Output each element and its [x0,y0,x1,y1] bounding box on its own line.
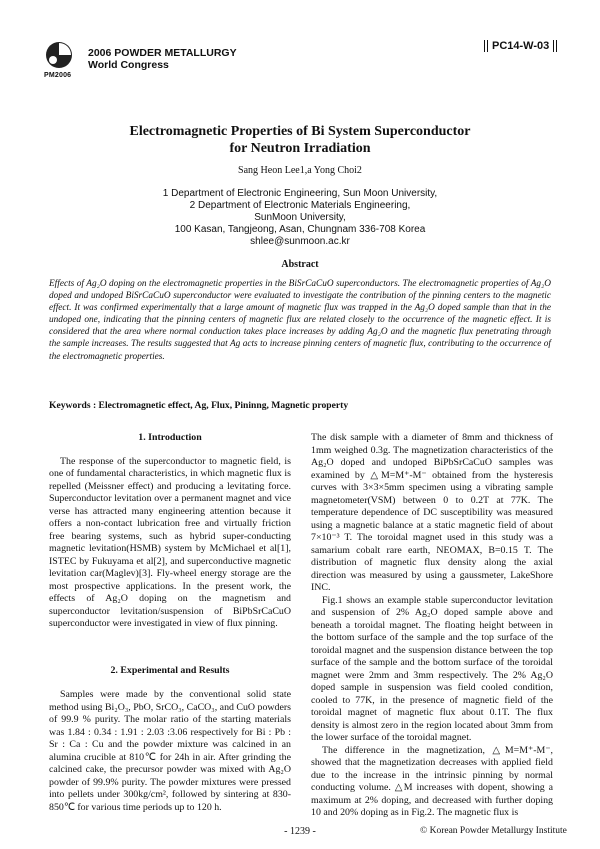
affiliation-3: SunMoon University, [254,212,346,223]
experimental-paragraph: Samples were made by the conventional solid state method using Bi₂O₃, PbO, SrCO₃, CaCO₃, and CuO powders of 99.9 % purity. The molar ratio of the starting materials was 1.84 : 0.34 : 1.91 : 2.03 :3.06 respectively for Bi : Pb : Sr : Ca : Cu and the powder mixture was calcined in an alumina crucible at 810℃ for 24h in air. After grinding the calcined cake, the precursor powder was mixed with Ag₂O powder of 99.9% purity. The powder mixtures were pressed into pellets under 300kg/cm², followed by sintering at 830-850℃ for various time periods up to 120 h. [49,689,291,813]
body-paragraph-1: The disk sample with a diameter of 8mm and thickness of 1mm weighed 0.3g. The magnetization characteristics of the Ag₂O doped and undoped BiPbSrCaCuO samples was examined by △M=M⁺-M⁻ obtained from the hysteresis curves with 3×3×5mm specimen using a vibrating sample magnetometer(VSM) between 0 to 0.2T at 77K. The temperature dependence of DC susceptibility was measured using a magnetic balance at a static magnetic field of about 7×10⁻³ T. The toroidal magnet used in this study was a samarium cobalt rare earth, NEOMAX, B=0.15 T. The distribution of magnetic flux density along the axial direction was measured by using a gaussmeter, LakeShore INC. [311,432,553,593]
paper-title-line1: Electromagnetic Properties of Bi System Superconductor [129,124,471,139]
body-paragraph-3: The difference in the magnetization, △M=M⁺-M⁻, showed that the magnetization decreases with applied field due to the increase in the intrinsic pinning by normal conducting volume. △M increases with dopent, showing a maximum at 2% doping, and decreased with further doping 10 and 20% doping as in Fig.2. The magnetic flux is [311,744,553,818]
affiliation-1: 1 Department of Electronic Engineering, Sun Moon University, [162,188,438,199]
logo-tag: PM2006 [44,72,72,79]
copyright-notice: © Korean Powder Metallurgy Institute [420,826,567,836]
abstract-text: Effects of Ag₂O doping on the electromagnetic properties in the BiSrCaCuO superconductors. The electromagnetic properties of Ag₂O doped and undoped BiSrCaCuO superconductor were evaluated to investigate the contribution of the pinning centers to the magnetic effect. It was confirmed experimentally that a large amount of magnetic flux was trapped in the Ag₂O doped sample than that in the undoped one, indicating that the pinning centers of magnetic flux are related closely to the occurrence of the magnetic effect. It is considered that the area where normal conduction takes place increases by adding Ag₂O and the magnetic flux penetrating through the sample increases. The results suggested that Ag acts to increase pinning centers of magnetic flux, contributing to the occurrence of the electromagnetic properties. [49,279,551,362]
affiliation-2: 2 Department of Electronic Materials Engineering, [189,200,411,211]
introduction-paragraph: The response of the superconductor to magnetic field, is one of fundamental characteristics, in which magnetic flux is repelled (Meissner effect) and producing a levitating force. Superconductor levitation over a permanent magnet and vice verse has attracted many engineering attention because it offers a non-contact lubrication free and virtually friction free bearing systems, such as hybrid super-conducting magnetic levitation(HSMB) system by McMichael et al[1], ISTEC by Fukuyama et al[2], and superconductive magnetic levitation car(Maglev)[3]. Fly-wheel energy storage are the most prospective applications. In the present work, the effects of Ag₂O doping on the magnetism and superconductor levitation/suspension of BiPbSrCaCuO superconductor were investigated in view of flux pinning. [49,455,291,629]
conference-name-line1: 2006 POWDER METALLURGY [88,47,237,59]
paper-title-line2: for Neutron Irradiation [229,141,371,156]
paper-id-badge: PC14-W-03 [484,40,557,52]
conference-name-line2: World Congress [88,59,169,71]
affiliation-address: 100 Kasan, Tangjeong, Asan, Chungnam 336-708 Korea [174,224,426,235]
abstract-heading: Abstract [281,259,319,270]
left-column [49,432,291,814]
keywords: Keywords : Electromagnetic effect, Ag, Flux, Pininng, Magnetic property [49,400,349,411]
section-heading-introduction: 1. Introduction [138,432,202,443]
page-number: - 1239 - [284,826,316,837]
body-paragraph-2: Fig.1 shows an example stable superconductor levitation and suspension of 2% Ag₂O doped sample above and beneath a toroidal magnet. The floating height between in the bottom surface of the sample and the top surface of the toroidal magnet and the suspension distance between the top surface of the sample and the bottom surface of the toroidal magnet were 2mm and 3mm respectively. The 2% Ag₂O doped sample in suspension was field cooled condition, cooled to 77K, in the presence of magnetic field of the toroidal magnet of magnetic flux about 0.1T. The flux density is almost zero in the region located about 3mm from the lower surface of the toroidal magnet. [311,594,553,743]
section-heading-experimental: 2. Experimental and Results [110,664,230,676]
contact-email: shlee@sunmoon.ac.kr [250,236,350,247]
author-list: Sang Heon Lee1,a Yong Choi2 [238,165,362,176]
right-column [311,432,553,820]
